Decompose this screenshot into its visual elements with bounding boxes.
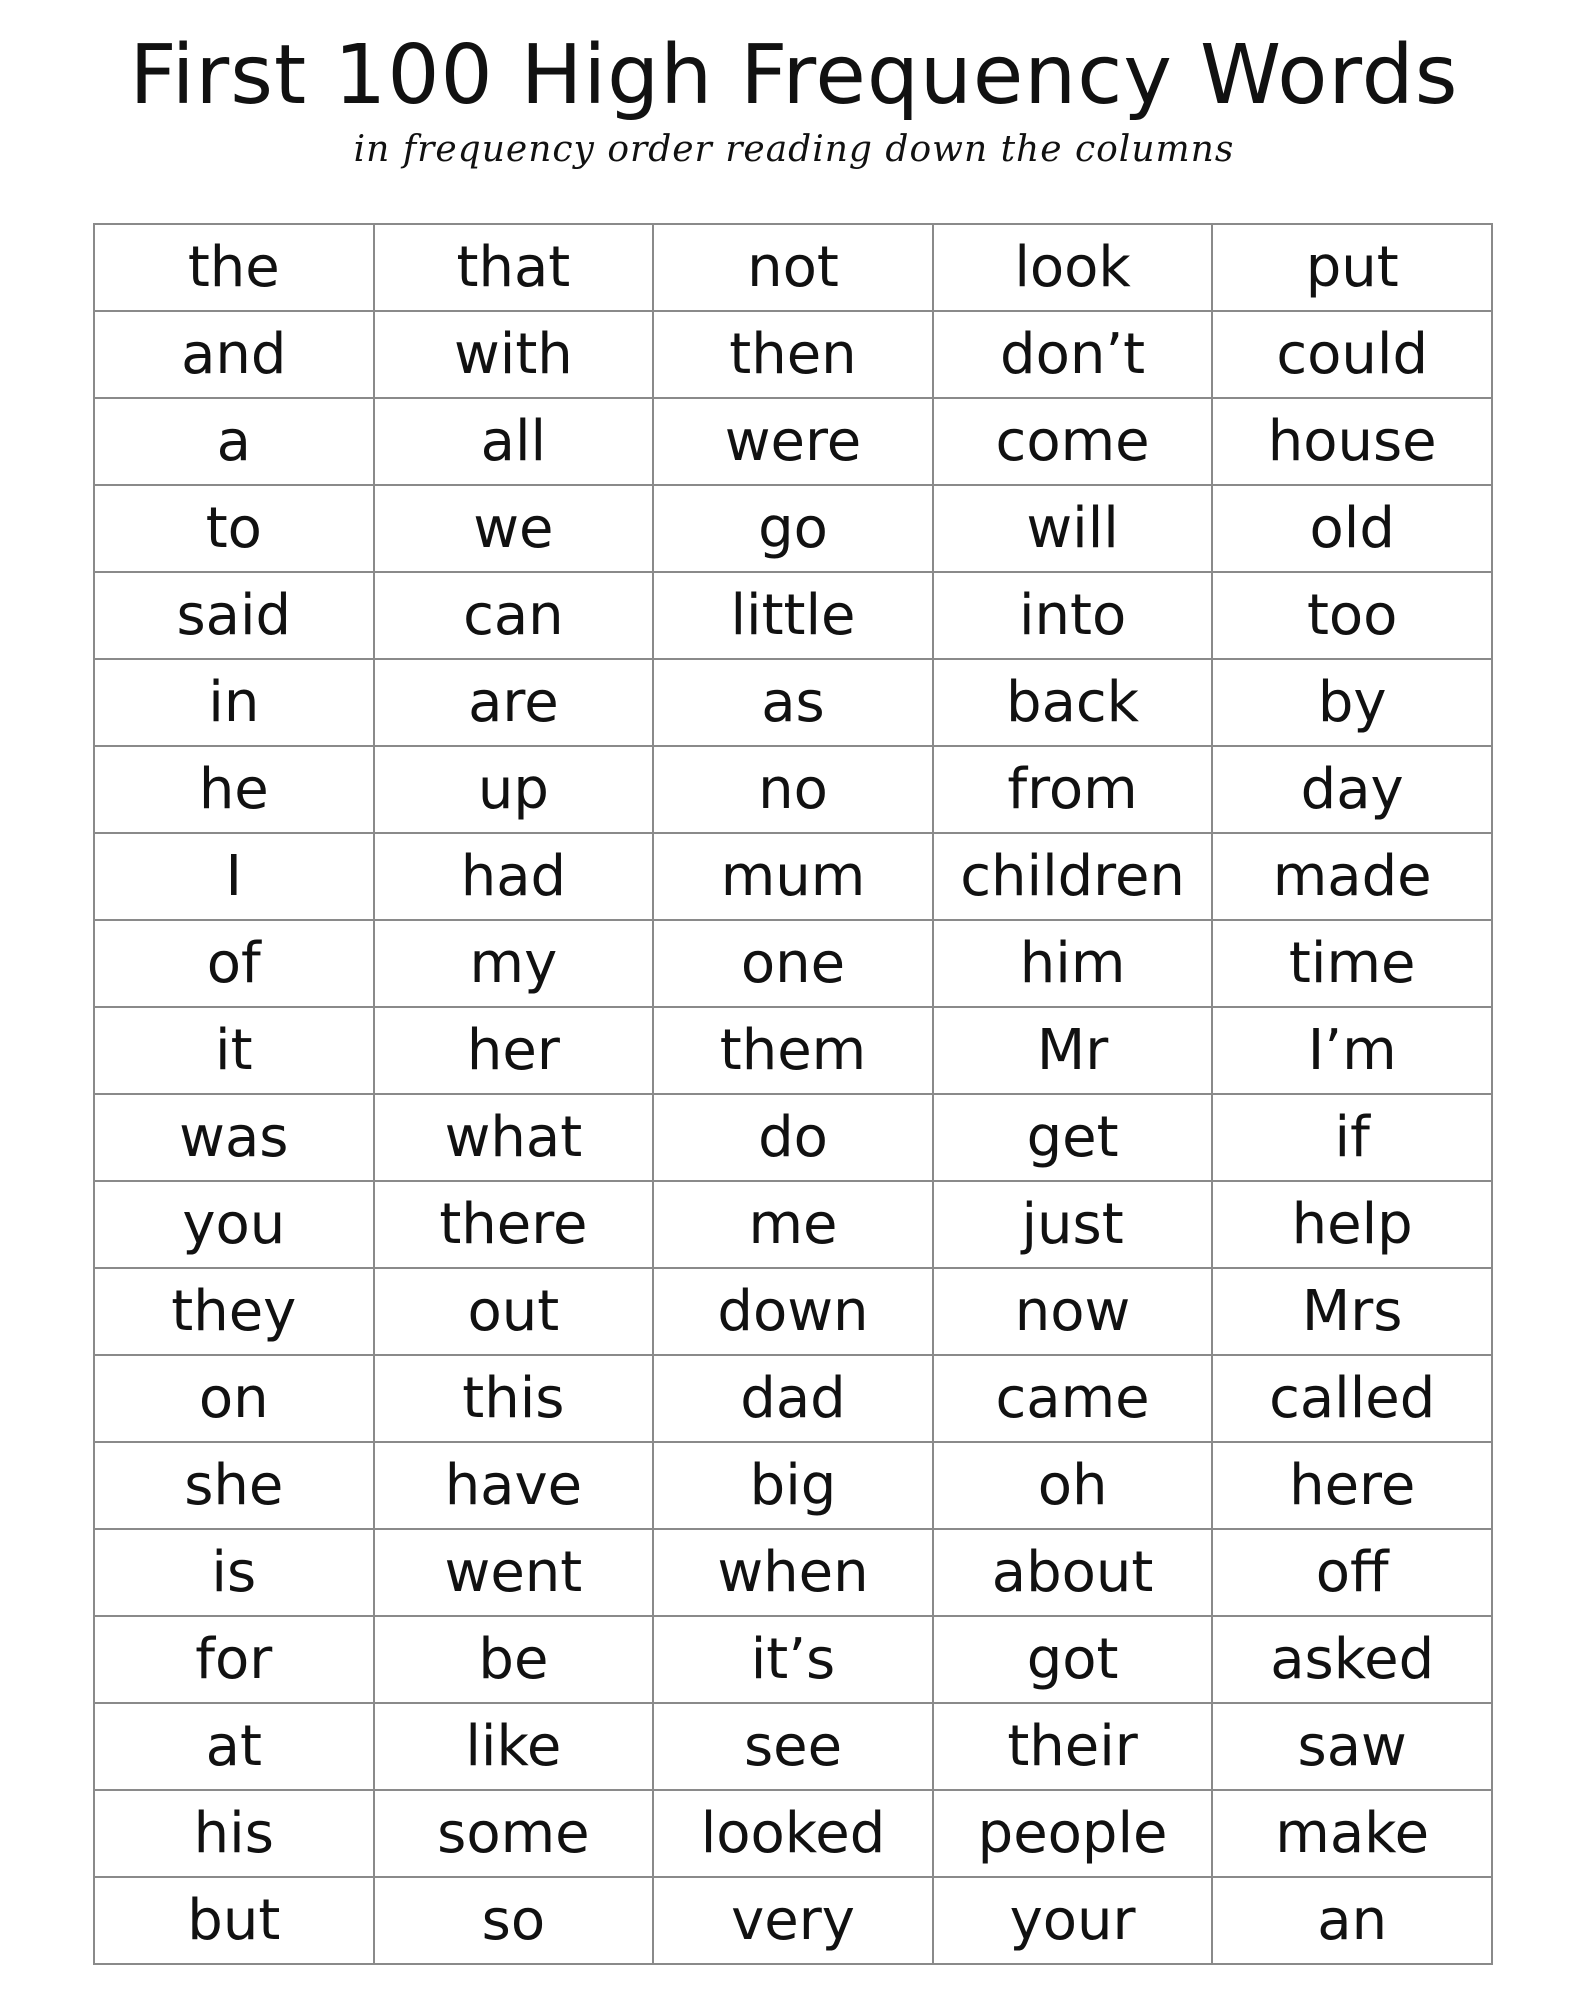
word-cell: are xyxy=(374,659,654,746)
word-cell: one xyxy=(653,920,933,1007)
table-row xyxy=(94,1355,1492,1442)
word-cell: me xyxy=(653,1181,933,1268)
word-cell: very xyxy=(653,1877,933,1964)
word-cell: it xyxy=(94,1007,374,1094)
word-cell: up xyxy=(374,746,654,833)
word-cell: by xyxy=(1212,659,1492,746)
word-cell: help xyxy=(1212,1181,1492,1268)
word-cell: look xyxy=(933,224,1213,311)
word-cell: time xyxy=(1212,920,1492,1007)
table-row xyxy=(94,746,1492,833)
word-cell: you xyxy=(94,1181,374,1268)
table-row xyxy=(94,1094,1492,1181)
word-cell: called xyxy=(1212,1355,1492,1442)
word-cell: the xyxy=(94,224,374,311)
word-cell: like xyxy=(374,1703,654,1790)
word-cell: don’t xyxy=(933,311,1213,398)
word-cell: his xyxy=(94,1790,374,1877)
word-cell: back xyxy=(933,659,1213,746)
word-cell: had xyxy=(374,833,654,920)
word-cell: as xyxy=(653,659,933,746)
word-cell: but xyxy=(94,1877,374,1964)
word-cell: this xyxy=(374,1355,654,1442)
page-subtitle: in frequency order reading down the columns xyxy=(353,129,1235,170)
word-cell: big xyxy=(653,1442,933,1529)
word-cell: asked xyxy=(1212,1616,1492,1703)
word-cell: to xyxy=(94,485,374,572)
table-row xyxy=(94,1181,1492,1268)
word-table xyxy=(93,223,1493,1965)
word-cell: get xyxy=(933,1094,1213,1181)
table-row xyxy=(94,1616,1492,1703)
word-cell: be xyxy=(374,1616,654,1703)
word-cell: is xyxy=(94,1529,374,1616)
word-cell: I’m xyxy=(1212,1007,1492,1094)
word-cell: mum xyxy=(653,833,933,920)
word-cell: some xyxy=(374,1790,654,1877)
word-cell: now xyxy=(933,1268,1213,1355)
word-cell: not xyxy=(653,224,933,311)
word-cell: I xyxy=(94,833,374,920)
word-cell: day xyxy=(1212,746,1492,833)
word-cell: could xyxy=(1212,311,1492,398)
table-row xyxy=(94,1877,1492,1964)
word-cell: do xyxy=(653,1094,933,1181)
word-cell: we xyxy=(374,485,654,572)
word-cell: in xyxy=(94,659,374,746)
word-cell: will xyxy=(933,485,1213,572)
table-row xyxy=(94,1529,1492,1616)
word-cell: come xyxy=(933,398,1213,485)
word-cell: got xyxy=(933,1616,1213,1703)
word-cell: make xyxy=(1212,1790,1492,1877)
word-cell: their xyxy=(933,1703,1213,1790)
word-cell: made xyxy=(1212,833,1492,920)
word-cell: what xyxy=(374,1094,654,1181)
word-cell: them xyxy=(653,1007,933,1094)
word-cell: him xyxy=(933,920,1213,1007)
word-cell: dad xyxy=(653,1355,933,1442)
word-cell: off xyxy=(1212,1529,1492,1616)
word-cell: all xyxy=(374,398,654,485)
word-cell: with xyxy=(374,311,654,398)
word-cell: out xyxy=(374,1268,654,1355)
table-row xyxy=(94,572,1492,659)
word-cell: put xyxy=(1212,224,1492,311)
table-row xyxy=(94,1703,1492,1790)
word-cell: little xyxy=(653,572,933,659)
table-row xyxy=(94,311,1492,398)
word-cell: at xyxy=(94,1703,374,1790)
table-row xyxy=(94,1442,1492,1529)
word-cell: she xyxy=(94,1442,374,1529)
word-cell: down xyxy=(653,1268,933,1355)
table-row xyxy=(94,485,1492,572)
word-cell: my xyxy=(374,920,654,1007)
word-cell: about xyxy=(933,1529,1213,1616)
word-cell: was xyxy=(94,1094,374,1181)
table-row xyxy=(94,1790,1492,1877)
table-row xyxy=(94,1007,1492,1094)
table-row xyxy=(94,920,1492,1007)
word-cell: into xyxy=(933,572,1213,659)
word-cell: saw xyxy=(1212,1703,1492,1790)
word-cell: go xyxy=(653,485,933,572)
word-cell: on xyxy=(94,1355,374,1442)
word-cell: there xyxy=(374,1181,654,1268)
word-table-body xyxy=(94,224,1492,1964)
word-cell: looked xyxy=(653,1790,933,1877)
word-cell: a xyxy=(94,398,374,485)
page-title: First 100 High Frequency Words xyxy=(129,28,1459,123)
word-cell: were xyxy=(653,398,933,485)
word-cell: from xyxy=(933,746,1213,833)
word-cell: if xyxy=(1212,1094,1492,1181)
word-cell: house xyxy=(1212,398,1492,485)
word-cell: too xyxy=(1212,572,1492,659)
word-cell: said xyxy=(94,572,374,659)
word-cell: Mrs xyxy=(1212,1268,1492,1355)
word-cell: went xyxy=(374,1529,654,1616)
word-cell: they xyxy=(94,1268,374,1355)
word-cell: here xyxy=(1212,1442,1492,1529)
word-cell: no xyxy=(653,746,933,833)
table-row xyxy=(94,224,1492,311)
word-cell: Mr xyxy=(933,1007,1213,1094)
word-cell: see xyxy=(653,1703,933,1790)
word-cell: that xyxy=(374,224,654,311)
word-cell: people xyxy=(933,1790,1213,1877)
word-cell: can xyxy=(374,572,654,659)
word-cell: and xyxy=(94,311,374,398)
table-row xyxy=(94,1268,1492,1355)
word-cell: of xyxy=(94,920,374,1007)
word-cell: he xyxy=(94,746,374,833)
table-row xyxy=(94,659,1492,746)
word-cell: so xyxy=(374,1877,654,1964)
word-cell: came xyxy=(933,1355,1213,1442)
table-row xyxy=(94,833,1492,920)
word-cell: then xyxy=(653,311,933,398)
table-row xyxy=(94,398,1492,485)
word-cell: an xyxy=(1212,1877,1492,1964)
word-cell: have xyxy=(374,1442,654,1529)
word-cell: children xyxy=(933,833,1213,920)
word-cell: it’s xyxy=(653,1616,933,1703)
word-cell: old xyxy=(1212,485,1492,572)
word-cell: when xyxy=(653,1529,933,1616)
word-cell: your xyxy=(933,1877,1213,1964)
word-cell: for xyxy=(94,1616,374,1703)
word-cell: oh xyxy=(933,1442,1213,1529)
word-cell: just xyxy=(933,1181,1213,1268)
word-cell: her xyxy=(374,1007,654,1094)
